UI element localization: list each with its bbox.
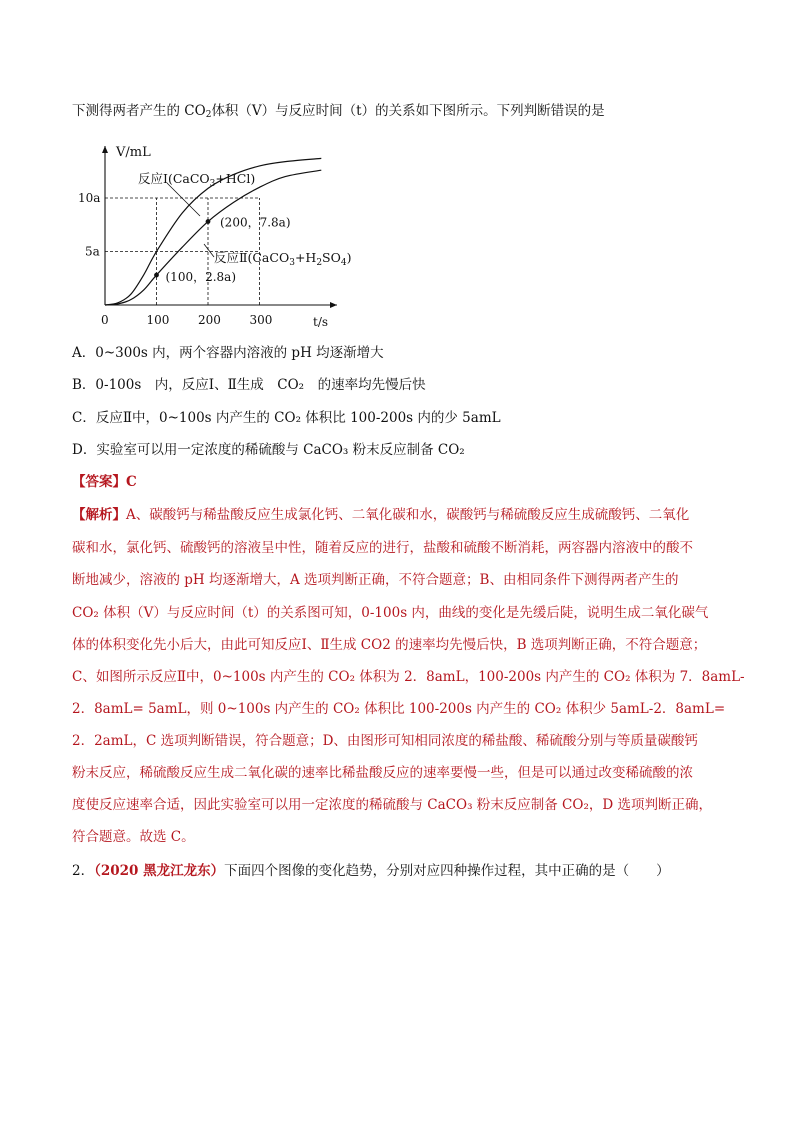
x-axis-label: t/s	[313, 315, 329, 329]
x-tick-label: 100	[146, 313, 170, 327]
analysis-tag: 【解析】	[72, 507, 126, 523]
q2-text: 下面四个图像的变化趋势，分别对应四种操作过程，其中正确的是（ ）	[224, 863, 670, 879]
leader-line-reaction-2	[204, 244, 214, 257]
analysis-line-0	[72, 505, 689, 525]
option-c: C．反应Ⅱ中，0~100s 内产生的 CO₂ 体积比 100-200s 内的少 5amL	[72, 410, 501, 426]
analysis-line-4: 体的体积变化先小后大，由此可知反应Ⅰ、Ⅱ生成 CO2 的速率均先慢后快，B 选项判断正确，不符合题意；	[72, 637, 707, 653]
y-axis-arrow	[102, 146, 108, 153]
marked-point	[206, 219, 211, 224]
series-label-reaction-1: 反应Ⅰ(CaCO$_3$+HCl)	[138, 171, 256, 189]
answer-value: C	[126, 474, 137, 490]
marked-point-label: (200，7.8a)	[220, 215, 291, 230]
y-tick-label: 10a	[78, 191, 101, 205]
analysis-line-1: 碳和水，氯化钙、硫酸钙的溶液呈中性，随着反应的进行，盐酸和硫酸不断消耗，两容器内溶液中的酸不	[72, 540, 693, 556]
answer	[72, 472, 137, 492]
option-d: D．实验室可以用一定浓度的稀硫酸与 CaCO₃ 粉末反应制备 CO₂	[72, 442, 465, 458]
intro-post: 体积（V）与反应时间（t）的关系如下图所示。下列判断错误的是	[211, 103, 605, 119]
x-tick-label: 300	[249, 313, 273, 327]
analysis-text-0: A、碳酸钙与稀盐酸反应生成氯化钙、二氧化碳和水，碳酸钙与稀硫酸反应生成硫酸钙、二氧化	[126, 507, 690, 523]
question-2	[72, 861, 670, 881]
analysis-line-8: 粉末反应，稀硫酸反应生成二氧化碳的速率比稀盐酸反应的速率要慢一些，但是可以通过改变稀硫酸的浓	[72, 765, 693, 781]
y-tick-label: 5a	[85, 244, 100, 259]
analysis-line-10: 符合题意。故选 C。	[72, 829, 195, 845]
x-axis-arrow	[330, 302, 337, 308]
x-tick-label: 200	[198, 313, 221, 327]
q2-number: 2．	[72, 863, 95, 879]
marked-point-label: (100，2.8a)	[165, 270, 237, 285]
analysis-line-6: 2．8amL= 5amL，则 0~100s 内产生的 CO₂ 体积比 100-200s 内产生的 CO₂ 体积少 5amL-2．8amL=	[72, 701, 726, 717]
origin-label: 0	[101, 313, 109, 327]
y-axis-label: V/mL	[116, 145, 151, 160]
q2-source: （2020 黑龙江龙东）	[94, 863, 225, 879]
marked-point	[154, 273, 159, 278]
question-intro	[72, 101, 605, 121]
analysis-line-5: C、如图所示反应Ⅱ中，0~100s 内产生的 CO₂ 体积为 2．8amL，100-200s 内产生的 CO₂ 体积为 7．8amL-	[72, 669, 745, 685]
analysis-line-9: 度使反应速率合适，因此实验室可以用一定浓度的稀硫酸与 CaCO₃ 粉末反应制备 CO₂，D 选项判断正确，	[72, 797, 712, 813]
answer-tag: 【答案】	[72, 474, 126, 490]
analysis-line-3: CO₂ 体积（V）与反应时间（t）的关系图可知，0-100s 内，曲线的变化是先缓后陡，说明生成二氧化碳气	[72, 605, 709, 621]
intro-pre: 下测得两者产生的 CO	[72, 103, 206, 119]
series-label-reaction-2: 反应$Ⅱ(CaCO_3+H_2SO_4)$	[214, 250, 352, 268]
reaction-chart	[72, 136, 372, 336]
intro-sub: 2	[205, 110, 212, 120]
analysis-line-2: 断地减少，溶液的 pH 均逐渐增大，A 选项判断正确，不符合题意；B、由相同条件下测得两者产生的	[72, 572, 679, 588]
analysis-line-7: 2．2amL，C 选项判断错误，符合题意；D、由图形可知相同浓度的稀盐酸、稀硫酸分别与等质量碳酸钙	[72, 733, 698, 749]
option-b: B．0-100s 内，反应Ⅰ、Ⅱ生成 CO₂ 的速率均先慢后快	[72, 377, 426, 393]
option-a: A．0~300s 内，两个容器内溶液的 pH 均逐渐增大	[72, 345, 384, 361]
